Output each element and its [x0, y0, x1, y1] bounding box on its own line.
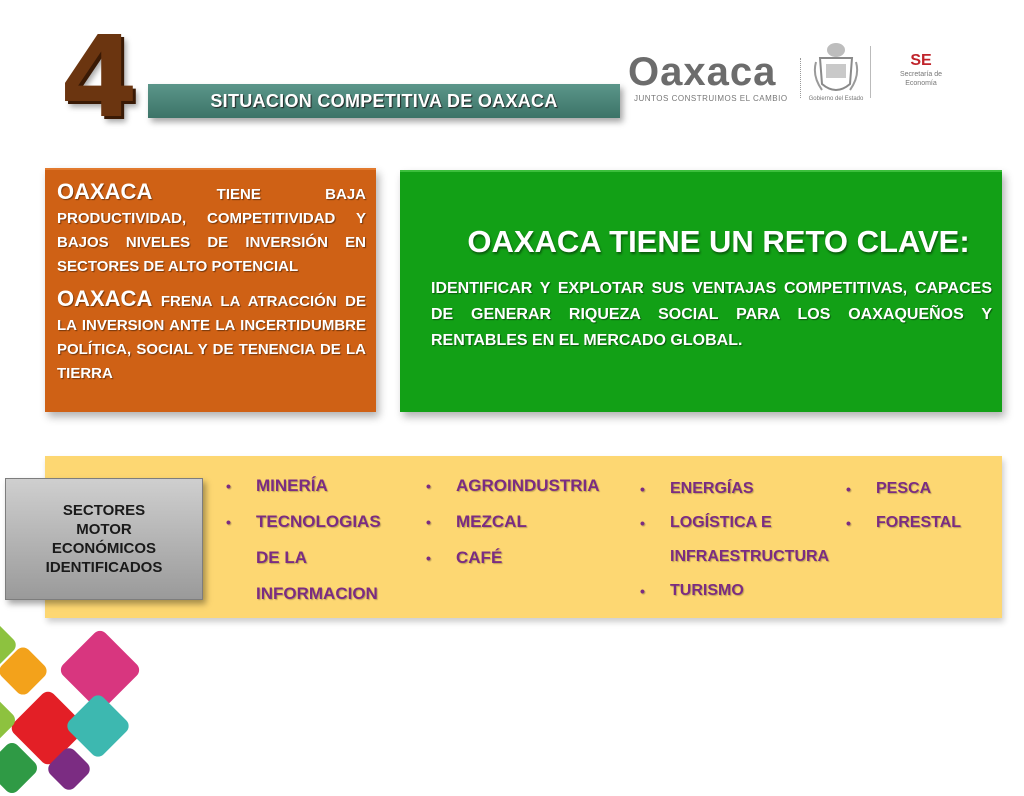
- sector-name-continued: DE LA: [256, 548, 307, 567]
- bullet-icon: •: [640, 481, 645, 497]
- sector-item: [846, 472, 961, 506]
- paragraph-text: FRENA LA ATRACCIÓN DE LA INVERSION ANTE LA INCERTIDUMBRE POLÍTICA, SOCIAL Y DE TENENCIA DE LA TIERRA: [57, 293, 366, 382]
- productivity-paragraph: [57, 180, 366, 279]
- key-challenge-card: [400, 170, 1002, 412]
- sector-item: [426, 468, 600, 504]
- bullet-icon: •: [426, 550, 431, 566]
- logo-divider: [800, 58, 802, 98]
- sector-name-continued: INFRAESTRUCTURA: [670, 548, 830, 565]
- sector-name: AGROINDUSTRIA: [456, 476, 600, 495]
- sector-name: PESCA: [876, 480, 932, 497]
- bullet-icon: •: [426, 514, 431, 530]
- sector-name: LOGÍSTICA E: [670, 514, 772, 531]
- bullet-icon: •: [640, 515, 645, 531]
- sector-name: FORESTAL: [876, 514, 962, 531]
- section-title-banner: SITUACION COMPETITIVA DE OAXACA: [148, 84, 620, 118]
- sector-item: [640, 506, 829, 540]
- sector-name: ENERGÍAS: [670, 480, 754, 497]
- sector-name: TECNOLOGIAS: [256, 512, 381, 531]
- bullet-icon: •: [640, 583, 645, 599]
- sector-item: [426, 540, 600, 576]
- section-number: 4: [60, 13, 138, 143]
- bullet-icon: •: [846, 515, 851, 531]
- sector-item: [226, 468, 381, 504]
- bullet-icon: •: [846, 481, 851, 497]
- sectors-column-2: [426, 468, 600, 576]
- seal-caption: Gobierno del Estado: [808, 96, 864, 102]
- sector-item: [426, 504, 600, 540]
- bullet-icon: •: [226, 514, 231, 530]
- sector-item: [226, 504, 381, 540]
- paragraph-text: TIENE BAJA PRODUCTIVIDAD, COMPETITIVIDAD Y BAJOS NIVELES DE INVERSIÓN EN SECTORES DE ALTO POTENCIAL: [57, 186, 366, 275]
- sectors-label: SECTORES MOTOR ECONÓMICOS IDENTIFICADOS: [5, 478, 203, 600]
- paragraph-lead: OAXACA: [57, 286, 153, 311]
- sectors-column-1: [226, 468, 381, 612]
- sector-name-continued: INFORMACION: [256, 584, 378, 603]
- oaxaca-tagline: JUNTOS CONSTRUIMOS EL CAMBIO: [634, 94, 788, 103]
- state-seal-icon: [812, 40, 860, 102]
- sector-name: TURISMO: [670, 582, 744, 599]
- logo-divider: [870, 46, 871, 98]
- oaxaca-wordmark: Oaxaca: [628, 50, 777, 94]
- bullet-icon: •: [426, 478, 431, 494]
- se-subtitle: Secretaría de Economía: [899, 71, 943, 87]
- oaxaca-logo: [628, 50, 798, 110]
- sector-name: MEZCAL: [456, 512, 527, 531]
- sector-item: [640, 574, 829, 608]
- challenge-title: OAXACA TIENE UN RETO CLAVE:: [467, 224, 970, 259]
- challenge-body: IDENTIFICAR Y EXPLOTAR SUS VENTAJAS COMPETITIVAS, CAPACES DE GENERAR RIQUEZA SOCIAL PARA LOS OAXAQUEÑOS Y RENTABLES EN EL MERCADO GLOBAL.: [431, 280, 992, 349]
- sectors-column-4: [846, 472, 961, 540]
- sector-item: [846, 506, 961, 540]
- se-logo: [896, 52, 946, 88]
- sector-name: CAFÉ: [456, 548, 503, 567]
- sector-item: [640, 472, 829, 506]
- investment-paragraph: [57, 287, 366, 386]
- bullet-icon: •: [226, 478, 231, 494]
- productivity-card: [45, 168, 376, 412]
- sectors-column-3: [640, 472, 829, 608]
- paragraph-lead: OAXACA: [57, 179, 153, 204]
- se-mark: SE: [910, 52, 932, 69]
- sector-name: MINERÍA: [256, 476, 328, 495]
